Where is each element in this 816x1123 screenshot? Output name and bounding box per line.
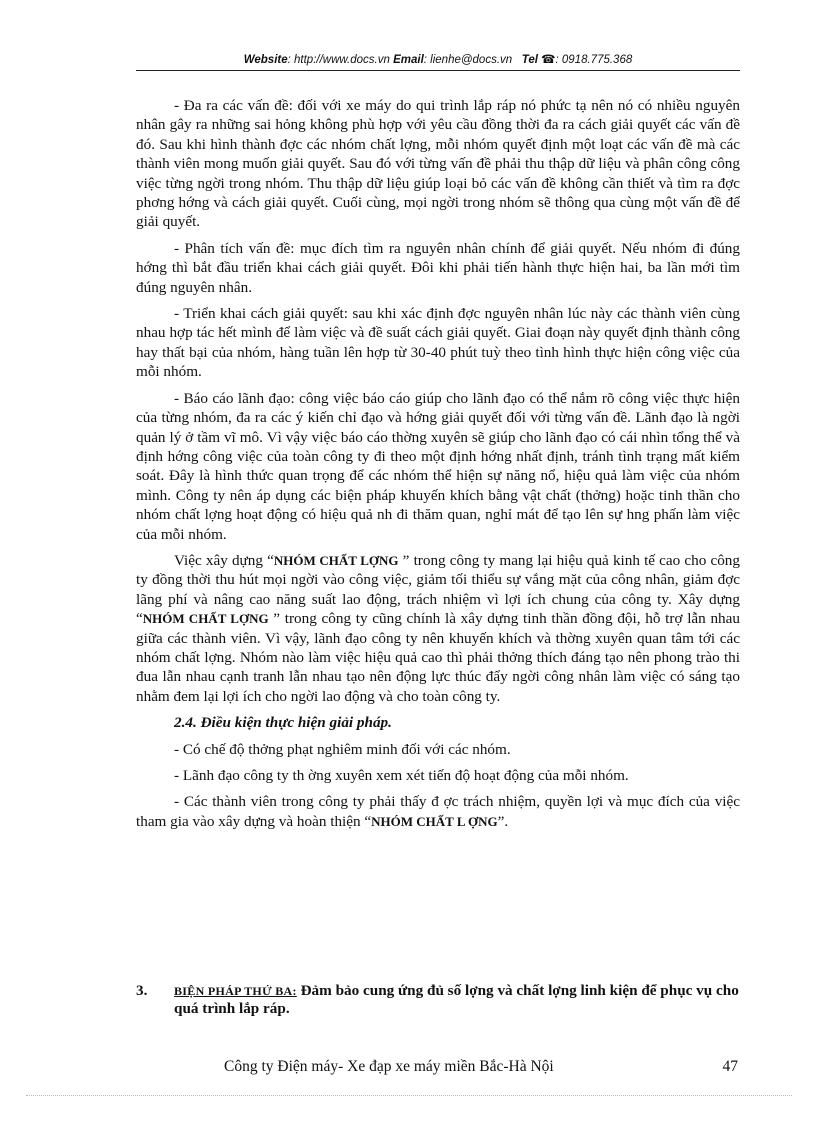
condition-item: - Có chế độ thởng phạt nghiêm minh đối với các nhóm. xyxy=(174,740,511,758)
website-value: : http://www.docs.vn xyxy=(287,54,390,66)
phone-icon: ☎ xyxy=(541,54,556,66)
section-lead: BIỆN PHÁP THỨ BA: xyxy=(174,984,297,998)
quality-group-term: NHÓM CHẤT LỢNG xyxy=(273,552,399,568)
section-text: Đảm bảo cung ứng đủ số lợng và chất lợng linh kiện để phục vụ cho quá trình lắp ráp. xyxy=(174,982,739,1017)
paragraph-quality-group: Việc xây dựng “NHÓM CHẤT LỢNG ” trong công ty mang lại hiệu quả kinh tế cao cho công ty đồng thời thu hút mọi ngời vào công việc, giảm tối thiểu sự vắng mặt của công nhân, giảm đợc lãng phí và nâng cao năng suất lao động, trách nhiệm vì lợi ích chung của công ty. Xây dựng “NHÓM CHẤT LỢNG ” trong công ty cũng chính là xây dựng tinh thần đồng đội, hỗ trợ lẫn nhau giữa các thành viên. Vì vậy, lãnh đạo công ty nên khuyến khích và thờng xuyên quan tâm tới các nhóm chất lợng. Nhóm nào làm việc hiệu quả cao thì phải thởng thích đáng tạo nên phong trào thi đua lẫn nhau cạnh tranh lẫn nhau tạo nên động lực thúc đẩy ngời công nhân làm việc có sáng tạo nhằm đem lại lợi ích cho ngời lao động và cho toàn công ty. xyxy=(136,551,740,705)
section-number: 3. xyxy=(136,982,148,999)
paragraph: - Báo cáo lãnh đạo: công việc báo cáo giúp cho lãnh đạo có thể nắm rõ công việc thực hiện của từng nhóm, đa ra các ý kiến chỉ đạo và hớng giải quyết đối với từng vấn đề. Lãnh đạo là ngời quản lý ở tầm vĩ mô. Vì vậy việc báo cáo thờng xuyên sẽ giúp cho lãnh đạo có cái nhìn tổng thể và định hớng công việc của toàn công ty đi theo một định hớng nhất định, tránh tình trạng mất kiểm soát. Đây là hình thức quan trọng để các nhóm thể hiện sự năng nổ, hiệu quả làm việc của nhóm mình. Công ty nên áp dụng các biện pháp khuyến khích bằng vật chất (thởng) hoặc tinh thần cho nhóm chất lợng hoạt động có hiệu quả nh đi thăm quan, nghỉ mát để tạo lên sự hng phấn làm việc của mỗi nhóm. xyxy=(136,389,740,543)
section-3 xyxy=(136,982,740,1018)
condition-item: - Lãnh đạo công ty th ờng xuyên xem xét tiến độ hoạt động của mỗi nhóm. xyxy=(174,767,629,784)
body-text xyxy=(136,96,740,838)
email-label: Email xyxy=(393,54,424,66)
paragraph: - Triển khai cách giải quyết: sau khi xác định đợc nguyên nhân lúc này các thành viên cùng nhau hợp tác hết mình để làm việc và đề suất cách giải quyết. Giai đoạn này quyết định thành công hay thất bại của nhóm, hàng tuần lên hợp từ 30-40 phút tuỳ theo tình hình thực hiện công việc của mỗi nhóm. xyxy=(136,305,740,381)
quality-group-term: NHÓM CHẤT LỢNG xyxy=(142,611,269,627)
section-heading-2-4: 2.4. Điều kiện thực hiện giải pháp. xyxy=(174,714,392,732)
website-label: Website xyxy=(243,54,288,66)
condition-item: - Các thành viên trong công ty phải thấy đ ợc trách nhiệm, quyền lợi và mục đích của việc tham gia vào xây dựng và hoàn thiện “NHÓM CHẤT L ỢNG”. xyxy=(136,793,740,830)
page-number: 47 xyxy=(722,1058,738,1075)
quality-group-term: NHÓM CHẤT L ỢNG xyxy=(371,813,498,829)
page-header xyxy=(136,52,740,66)
paragraph: - Phân tích vấn đề: mục đích tìm ra nguyên nhân chính để giải quyết. Nếu nhóm đi đúng hớng thì bắt đầu triển khai cách giải quyết. Đôi khi phải tiến hành thực hiện hai, ba lần mới tìm đúng nguyên nhân. xyxy=(136,239,740,296)
email-value: : lienhe@docs.vn xyxy=(423,54,513,66)
header-rule xyxy=(136,70,740,71)
tel-value: : 0918.775.368 xyxy=(555,54,633,66)
paragraph: - Đa ra các vấn đề: đối với xe máy do qui trình lắp ráp nó phức tạ nên nó có nhiều nguyên nhân gây ra những sai hỏng không phù hợp với yêu cầu đồng thời đa ra cách giải quyết các vấn đề đó. Sau khi hình thành đợc các nhóm chất lợng, mỗi nhóm quyết định một loạt các vấn đề mà các thành viên mong muốn giải quyết. Sau đó với từng vấn đề phải thu thập dữ liệu và phân công công việc từng ngời trong nhóm. Thu thập dữ liệu giúp loại bỏ các vấn đề không cần thiết và tìm ra đợc phơng hớng và cách giải quyết. Cuối cùng, mọi ngời trong nhóm sẽ thông qua cùng một vấn đề để giải quyết. xyxy=(136,97,740,231)
bottom-rule xyxy=(26,1095,792,1096)
tel-label: Tel xyxy=(521,54,538,66)
footer-company: Công ty Điện máy- Xe đạp xe máy miền Bắc-Hà Nội xyxy=(224,1058,554,1075)
